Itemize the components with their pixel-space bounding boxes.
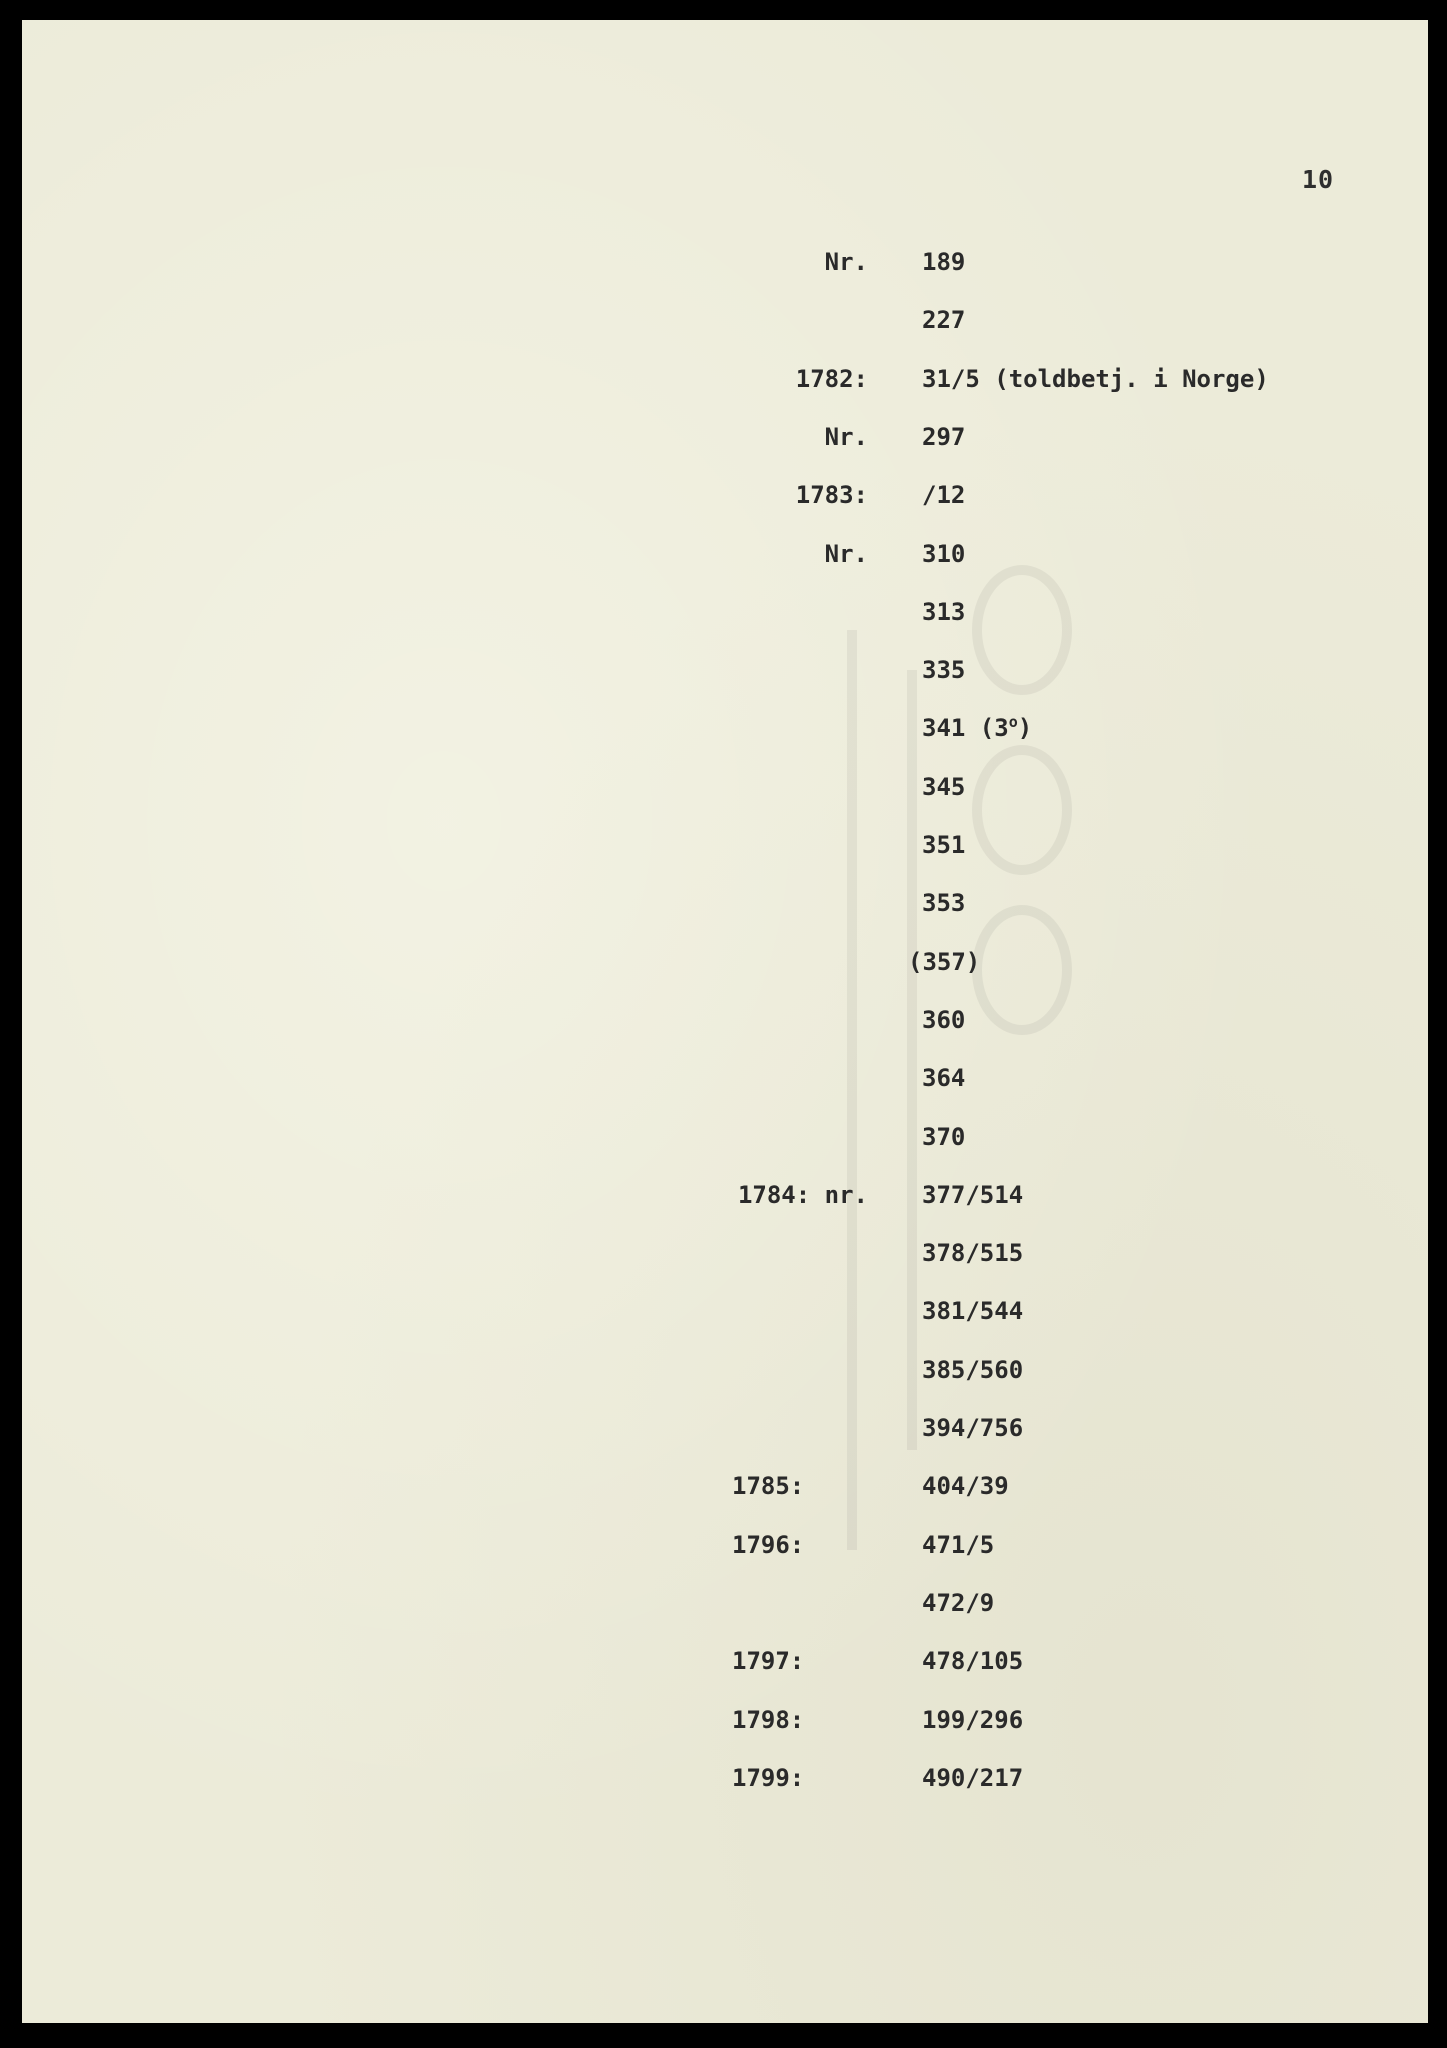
entry-value (922, 242, 965, 282)
entry-value-text: (357) (908, 948, 981, 976)
entry-value (922, 1058, 965, 1098)
entry-label: Nr. (824, 423, 868, 451)
entry-value-text: 227 (922, 306, 966, 334)
entry-value-text: 385/560 (922, 1356, 1024, 1384)
entry-value-text: 353 (922, 889, 966, 917)
entry-value (922, 825, 965, 865)
entry-label: 1783: (795, 481, 868, 509)
entry-value-text: 31/5 (toldbetj. i Norge) (922, 365, 1269, 393)
entry-value (922, 1583, 994, 1623)
entry-value (922, 359, 1269, 399)
entry-row (22, 475, 1428, 515)
entry-value-text: 360 (922, 1006, 966, 1034)
page-number: 10 (1302, 165, 1335, 194)
entry-row (22, 534, 1428, 574)
entry-value (922, 1175, 1023, 1215)
entry-value-text: 364 (922, 1064, 966, 1092)
entry-row (22, 1175, 1428, 1215)
entry-value-text: 377/514 (922, 1181, 1024, 1209)
entry-label: 1782: (795, 365, 868, 393)
entry-row (22, 1700, 1428, 1740)
entry-value (922, 1291, 1023, 1331)
entry-value (922, 417, 965, 457)
entry-row (22, 1408, 1428, 1448)
entry-value (922, 534, 965, 574)
entry-value (922, 1117, 965, 1157)
entry-value-text: 335 (922, 656, 966, 684)
entry-value (922, 1758, 1023, 1798)
entry-row (22, 300, 1428, 340)
entry-value-text: 310 (922, 540, 966, 568)
entry-row (22, 1058, 1428, 1098)
entry-row (22, 1117, 1428, 1157)
entry-row (22, 417, 1428, 457)
entry-value-text: 478/105 (922, 1647, 1024, 1675)
entry-row (22, 1291, 1428, 1331)
entry-label: 1796: (732, 1531, 805, 1559)
entry-row (22, 1641, 1428, 1681)
entry-label: Nr. (824, 248, 868, 276)
entry-row (22, 650, 1428, 690)
entry-value-text: 351 (922, 831, 966, 859)
entry-value-superscript: o (1008, 713, 1018, 731)
document-page (22, 20, 1428, 2023)
entry-value (908, 942, 980, 982)
entry-value-text: 378/515 (922, 1239, 1024, 1267)
entry-value-text: /12 (922, 481, 966, 509)
entry-value (922, 1525, 994, 1565)
entry-row (22, 1466, 1428, 1506)
entry-value (922, 767, 965, 807)
entry-value-text: 394/756 (922, 1414, 1024, 1442)
entry-value (922, 592, 965, 632)
entry-row (22, 883, 1428, 923)
entry-value (922, 708, 1032, 748)
entry-value (922, 475, 965, 515)
entry-label: 1798: (732, 1706, 805, 1734)
entry-row (22, 1758, 1428, 1798)
entry-value (922, 1233, 1023, 1273)
entry-value (922, 1641, 1023, 1681)
entry-row (22, 1233, 1428, 1273)
entry-value-text: 345 (922, 773, 966, 801)
entry-label: 1784: nr. (737, 1181, 868, 1209)
entry-row (22, 1000, 1428, 1040)
entry-row (22, 1583, 1428, 1623)
entry-value (922, 1700, 1023, 1740)
entry-label: 1797: (732, 1647, 805, 1675)
entry-value-text: 490/217 (922, 1764, 1024, 1792)
entry-value (922, 883, 965, 923)
entry-value-text: 404/39 (922, 1472, 1009, 1500)
entry-label: Nr. (824, 540, 868, 568)
entry-value (922, 1350, 1023, 1390)
entry-list (22, 20, 1428, 2023)
entry-value-text: 370 (922, 1123, 966, 1151)
entry-row (22, 708, 1428, 748)
entry-row (22, 359, 1428, 399)
entry-value (922, 1408, 1023, 1448)
entry-row (22, 942, 1428, 982)
entry-label: 1785: (732, 1472, 805, 1500)
entry-value (922, 650, 965, 690)
entry-value (922, 300, 965, 340)
entry-row (22, 592, 1428, 632)
entry-value (922, 1000, 965, 1040)
entry-value-text: 341 (3 (922, 714, 1009, 742)
entry-value-text: 297 (922, 423, 966, 451)
entry-value-text: 471/5 (922, 1531, 995, 1559)
entry-row (22, 825, 1428, 865)
entry-value-text: 381/544 (922, 1297, 1024, 1325)
entry-label: 1799: (732, 1764, 805, 1792)
entry-value-suffix: ) (1017, 714, 1033, 742)
entry-row (22, 1525, 1428, 1565)
entry-row (22, 1350, 1428, 1390)
entry-value-text: 199/296 (922, 1706, 1024, 1734)
entry-value-text: 189 (922, 248, 966, 276)
entry-row (22, 767, 1428, 807)
entry-value-text: 313 (922, 598, 966, 626)
entry-value-text: 472/9 (922, 1589, 995, 1617)
entry-row (22, 242, 1428, 282)
entry-value (922, 1466, 1009, 1506)
